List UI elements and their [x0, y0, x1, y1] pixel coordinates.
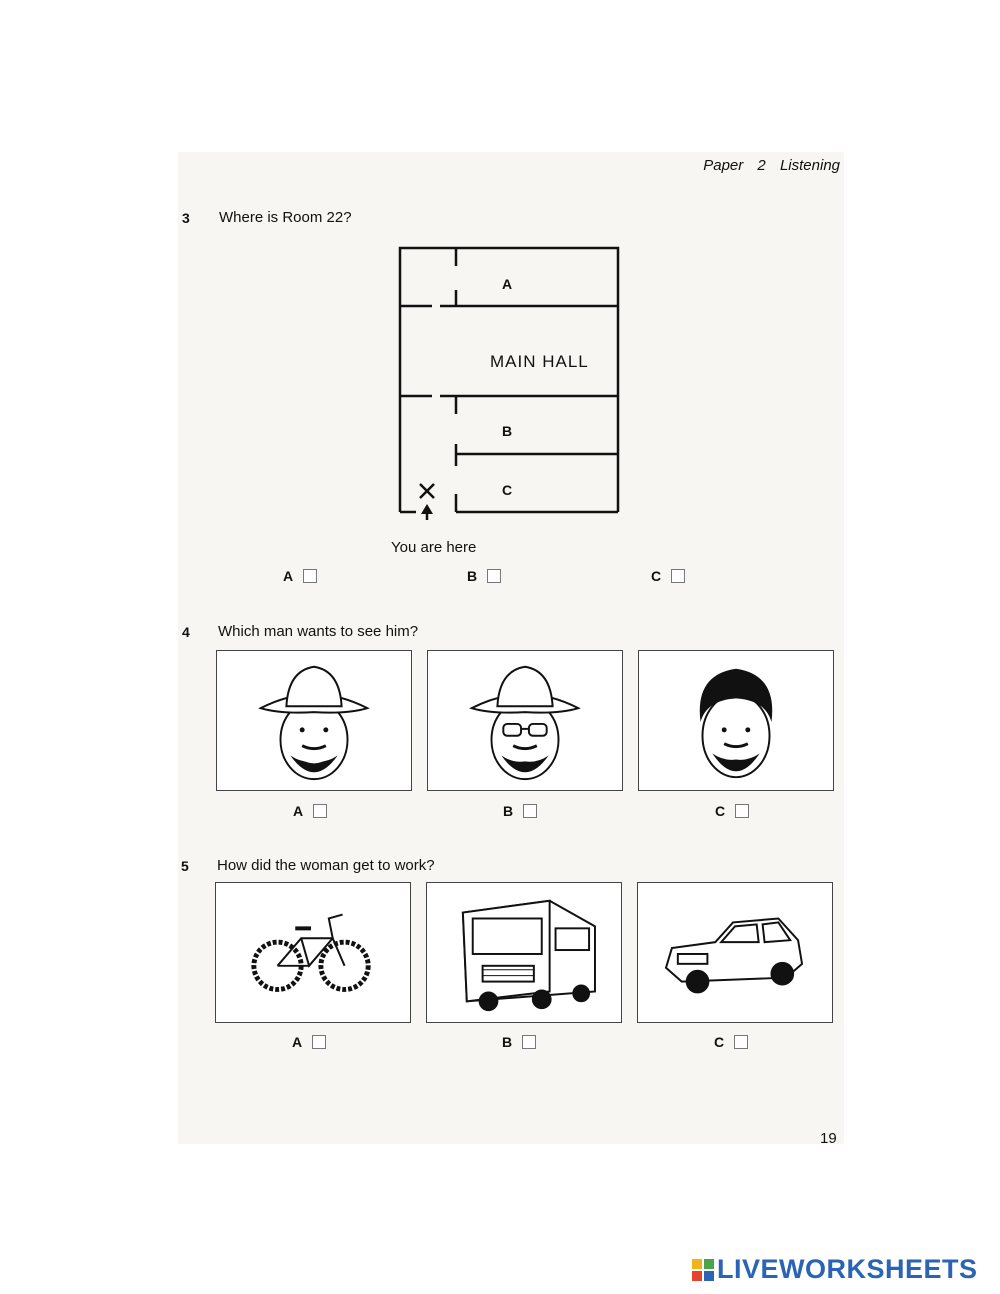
- plan-room-b-label: B: [502, 423, 513, 439]
- man-hat-icon: [217, 651, 411, 790]
- q5-option-c-label: C: [714, 1034, 725, 1050]
- bicycle-image: [215, 882, 411, 1023]
- logo-brand-text: LIVEWORKSHEETS: [717, 1254, 978, 1284]
- plan-main-hall-label: MAIN HALL: [490, 352, 589, 371]
- q3-option-b-checkbox[interactable]: [487, 569, 501, 583]
- q5-option-b-label: B: [502, 1034, 513, 1050]
- logo-square-4: [704, 1271, 714, 1281]
- q4-option-c-checkbox[interactable]: [735, 804, 749, 818]
- q5-option-a[interactable]: [292, 1034, 326, 1050]
- question-3-number: 3: [182, 210, 190, 226]
- man-dark-hair-image: [638, 650, 834, 791]
- question-5-number: 5: [181, 858, 189, 874]
- q3-option-b[interactable]: [467, 568, 501, 584]
- man-with-hat-image: [216, 650, 412, 791]
- page-header: [703, 157, 840, 174]
- q5-option-b-checkbox[interactable]: [522, 1035, 536, 1049]
- q4-option-b-label: B: [503, 803, 514, 819]
- q3-option-a-checkbox[interactable]: [303, 569, 317, 583]
- q4-option-a-label: A: [293, 803, 304, 819]
- logo-squares-icon: [692, 1259, 714, 1281]
- q5-option-b[interactable]: [502, 1034, 536, 1050]
- q3-option-c-label: C: [651, 568, 662, 584]
- question-4-number: 4: [182, 624, 190, 640]
- bicycle-icon: [216, 883, 410, 1022]
- bus-icon: [427, 883, 621, 1022]
- liveworksheets-logo: [692, 1254, 978, 1285]
- logo-square-1: [692, 1259, 702, 1269]
- car-icon: [638, 883, 832, 1022]
- header-section: Listening: [779, 157, 840, 174]
- q3-option-b-label: B: [467, 568, 478, 584]
- q4-option-b[interactable]: [503, 803, 537, 819]
- page-number: 19: [820, 1130, 837, 1147]
- question-5-text: How did the woman get to work?: [217, 857, 435, 874]
- q5-option-c-checkbox[interactable]: [734, 1035, 748, 1049]
- plan-room-c-label: C: [502, 482, 513, 498]
- car-image: [637, 882, 833, 1023]
- q3-option-a-label: A: [283, 568, 294, 584]
- q3-option-c[interactable]: [651, 568, 685, 584]
- q5-option-a-checkbox[interactable]: [312, 1035, 326, 1049]
- q5-option-c[interactable]: [714, 1034, 748, 1050]
- q4-option-b-checkbox[interactable]: [523, 804, 537, 818]
- plan-room-a-label: A: [502, 276, 513, 292]
- man-dark-hair-icon: [639, 651, 833, 790]
- man-with-hat-glasses-image: [427, 650, 623, 791]
- q4-option-c[interactable]: [715, 803, 749, 819]
- q4-option-c-label: C: [715, 803, 726, 819]
- you-are-here-label: You are here: [391, 539, 477, 556]
- logo-square-3: [692, 1271, 702, 1281]
- q3-option-a[interactable]: [283, 568, 317, 584]
- man-glasses-icon: [428, 651, 622, 790]
- q4-option-a-checkbox[interactable]: [313, 804, 327, 818]
- question-3-text: Where is Room 22?: [219, 209, 352, 226]
- question-4-text: Which man wants to see him?: [218, 623, 419, 640]
- bus-image: [426, 882, 622, 1023]
- floor-plan: [396, 244, 622, 520]
- header-paper: Paper 2: [703, 157, 766, 174]
- q4-option-a[interactable]: [293, 803, 327, 819]
- q5-option-a-label: A: [292, 1034, 303, 1050]
- q3-option-c-checkbox[interactable]: [671, 569, 685, 583]
- logo-square-2: [704, 1259, 714, 1269]
